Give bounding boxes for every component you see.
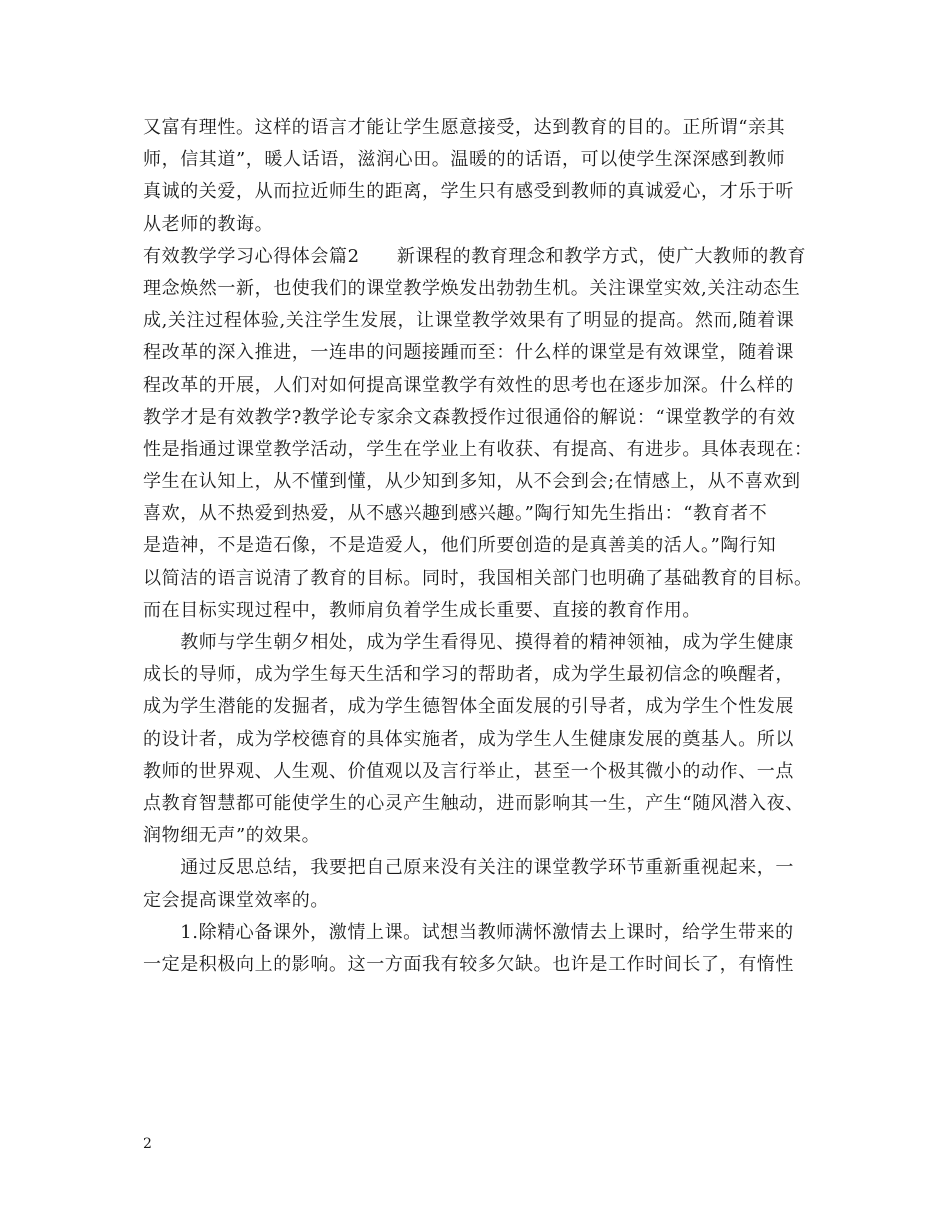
text-line: 1.除精心备课外，激情上课。试想当教师满怀激情去上课时，给学生带来的 — [143, 921, 794, 943]
text-line: 点教育智慧都可能使学生的心灵产生触动，进而影响其一生，产生“随风潜入夜、 — [143, 792, 804, 814]
text-line: 通过反思总结，我要把自己原来没有关注的课堂教学环节重新重视起来，一 — [143, 857, 794, 879]
text-line: 教师的世界观、人生观、价值观以及言行举止，甚至一个极其微小的动作、一点 — [143, 760, 794, 782]
text-line: 教师与学生朝夕相处，成为学生看得见、摸得着的精神领袖，成为学生健康 — [143, 632, 794, 653]
text-line: 的设计者，成为学校德育的具体实施者，成为学生人生健康发展的奠基人。所以 — [143, 728, 794, 750]
text-line: 一定是积极向上的影响。这一方面我有较多欠缺。也许是工作时间长了，有惰性 — [143, 953, 794, 975]
text-line: 润物细无声”的效果。 — [143, 825, 321, 847]
text-line: 程改革的开展，人们对如何提高课堂教学有效性的思考也在逐步加深。什么样的 — [143, 374, 794, 396]
text-line: 理念焕然一新，也使我们的课堂教学焕发出勃勃生机。关注课堂实效,关注动态生 — [143, 277, 801, 299]
text-line: 师，信其道”，暖人话语，滋润心田。温暖的的话语，可以使学生深深感到教师 — [143, 149, 786, 171]
text-line: 是造神，不是造石像，不是造爱人，他们所要创造的是真善美的活人。”陶行知 — [143, 535, 777, 557]
text-line: 又富有理性。这样的语言才能让学生愿意接受，达到教育的目的。正所谓“亲其 — [143, 117, 786, 138]
text-line: 成,关注过程体验,关注学生发展，让课堂教学效果有了明显的提高。然而,随着课 — [143, 310, 795, 332]
text-line: 喜欢，从不热爱到热爱，从不感兴趣到感兴趣。”陶行知先生指出：“教育者不 — [143, 503, 768, 525]
text-line: 而在目标实现过程中，教师肩负着学生成长重要、直接的教育作用。 — [143, 599, 701, 621]
text-line: 性是指通过课堂教学活动，学生在学业上有收获、有提高、有进步。具体表现在： — [143, 438, 813, 460]
section-heading-line: 有效教学学习心得体会篇2 新课程的教育理念和教学方式，使广大教师的教育 — [143, 245, 807, 267]
text-line: 成为学生潜能的发掘者，成为学生德智体全面发展的引导者，成为学生个性发展 — [143, 696, 794, 718]
text-line: 教学才是有效教学?教学论专家余文森教授作过很通俗的解说：“课堂教学的有效 — [143, 406, 796, 428]
text-line: 从老师的教诲。 — [143, 213, 274, 235]
text-line: 成长的导师，成为学生每天生活和学习的帮助者，成为学生最初信念的唤醒者， — [143, 664, 794, 686]
body-text — [143, 112, 823, 981]
text-line: 学生在认知上，从不懂到懂，从少知到多知，从不会到会;在情感上，从不喜欢到 — [143, 471, 801, 493]
text-line: 以简洁的语言说清了教育的目标。同时，我国相关部门也明确了基础教育的目标。 — [143, 567, 813, 589]
page-number: 2 — [143, 1136, 152, 1152]
text-line: 真诚的关爱，从而拉近师生的距离，学生只有感受到教师的真诚爱心，才乐于听 — [143, 181, 794, 203]
text-line: 定会提高课堂效率的。 — [143, 889, 329, 911]
text-line: 程改革的深入推进，一连串的问题接踵而至：什么样的课堂是有效课堂，随着课 — [143, 342, 794, 364]
